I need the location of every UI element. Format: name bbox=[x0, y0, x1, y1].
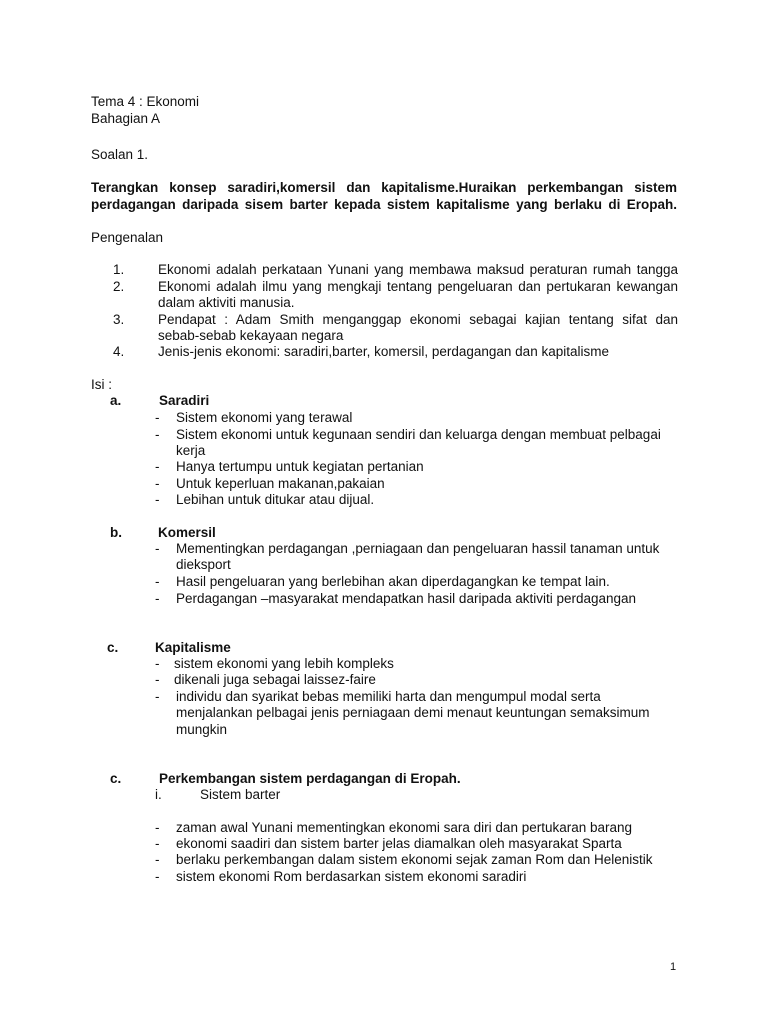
list-item: Ekonomi adalah perkataan Yunani yang membawa maksud peraturan rumah tangga bbox=[158, 262, 678, 277]
list-item: Ekonomi adalah ilmu yang mengkaji tentang pengeluaran dan pertukaran kewangan bbox=[158, 279, 678, 294]
section-letter: c. bbox=[110, 771, 122, 786]
sub-number: i. bbox=[155, 787, 162, 802]
bullet-dash: - bbox=[155, 492, 160, 507]
isi-label: Isi : bbox=[91, 377, 113, 392]
section-letter: c. bbox=[107, 640, 119, 655]
bullet-dash: - bbox=[155, 689, 160, 704]
bullet-dash: - bbox=[155, 591, 160, 606]
bullet-item: Mementingkan perdagangan ,perniagaan dan pengeluaran hassil tanaman untuk bbox=[176, 541, 660, 556]
question-line-2: perdagangan daripada sisem barter kepada sistem kapitalisme yang berlaku di Eropah. bbox=[91, 197, 677, 212]
theme-title: Tema 4 : Ekonomi bbox=[91, 94, 200, 109]
bullet-item-continued: menjalankan pelbagai jenis perniagaan demi menaut keuntungan semaksimum bbox=[176, 705, 650, 720]
section-title: Saradiri bbox=[159, 393, 210, 408]
bullet-dash: - bbox=[155, 852, 160, 867]
bullet-dash: - bbox=[155, 672, 160, 687]
list-item-continued: dalam aktiviti manusia. bbox=[158, 295, 295, 310]
list-number: 2. bbox=[113, 279, 125, 294]
bullet-item: zaman awal Yunani mementingkan ekonomi sara diri dan pertukaran barang bbox=[176, 820, 633, 835]
list-number: 4. bbox=[113, 344, 125, 359]
section-title: Komersil bbox=[158, 525, 216, 540]
bullet-dash: - bbox=[155, 869, 160, 884]
bullet-dash: - bbox=[155, 427, 160, 442]
bullet-dash: - bbox=[155, 820, 160, 835]
bullet-dash: - bbox=[155, 541, 160, 556]
bullet-item: Lebihan untuk ditukar atau dijual. bbox=[176, 492, 375, 507]
section-title: Perkembangan sistem perdagangan di Eropah. bbox=[159, 771, 461, 786]
intro-heading: Pengenalan bbox=[91, 230, 164, 245]
section-title: Kapitalisme bbox=[155, 640, 231, 655]
section-letter: b. bbox=[110, 525, 122, 540]
bullet-dash: - bbox=[155, 476, 160, 491]
bullet-item-continued: kerja bbox=[176, 443, 206, 458]
bullet-item: ekonomi saadiri dan sistem barter jelas diamalkan oleh masyarakat Sparta bbox=[176, 836, 622, 851]
list-item: Pendapat : Adam Smith menganggap ekonomi sebagai kajian tentang sifat dan bbox=[158, 312, 678, 327]
bullet-dash: - bbox=[155, 410, 160, 425]
bullet-item: berlaku perkembangan dalam sistem ekonomi sejak zaman Rom dan Helenistik bbox=[176, 852, 653, 867]
bullet-dash: - bbox=[155, 656, 160, 671]
page-number: 1 bbox=[670, 961, 677, 973]
section-title: Bahagian A bbox=[91, 111, 161, 126]
list-item: Jenis-jenis ekonomi: saradiri,barter, komersil, perdagangan dan kapitalisme bbox=[158, 344, 609, 359]
bullet-item: sistem ekonomi Rom berdasarkan sistem ekonomi saradiri bbox=[176, 869, 527, 884]
question-label: Soalan 1. bbox=[91, 147, 149, 162]
bullet-item: dikenali juga sebagai laissez-faire bbox=[174, 672, 376, 687]
bullet-dash: - bbox=[155, 574, 160, 589]
bullet-item: Hasil pengeluaran yang berlebihan akan diperdagangkan ke tempat lain. bbox=[176, 574, 610, 589]
bullet-item: sistem ekonomi yang lebih kompleks bbox=[174, 656, 394, 671]
list-number: 3. bbox=[113, 312, 125, 327]
bullet-item: Sistem ekonomi yang terawal bbox=[176, 410, 353, 425]
question-line-1: Terangkan konsep saradiri,komersil dan kapitalisme.Huraikan perkembangan sistem bbox=[91, 180, 677, 195]
bullet-item-continued: mungkin bbox=[176, 722, 228, 737]
bullet-item: Sistem ekonomi untuk kegunaan sendiri dan keluarga dengan membuat pelbagai bbox=[176, 427, 661, 442]
bullet-dash: - bbox=[155, 459, 160, 474]
list-item-continued: sebab-sebab kekayaan negara bbox=[158, 328, 344, 343]
bullet-item: Perdagangan –masyarakat mendapatkan hasil daripada aktiviti perdagangan bbox=[176, 591, 637, 606]
bullet-item: Untuk keperluan makanan,pakaian bbox=[176, 476, 385, 491]
bullet-item: Hanya tertumpu untuk kegiatan pertanian bbox=[176, 459, 424, 474]
bullet-item-continued: dieksport bbox=[176, 557, 231, 572]
list-number: 1. bbox=[113, 262, 125, 277]
bullet-dash: - bbox=[155, 836, 160, 851]
sub-title: Sistem barter bbox=[200, 787, 281, 802]
section-letter: a. bbox=[110, 393, 122, 408]
bullet-item: individu dan syarikat bebas memiliki harta dan mengumpul modal serta bbox=[176, 689, 601, 704]
